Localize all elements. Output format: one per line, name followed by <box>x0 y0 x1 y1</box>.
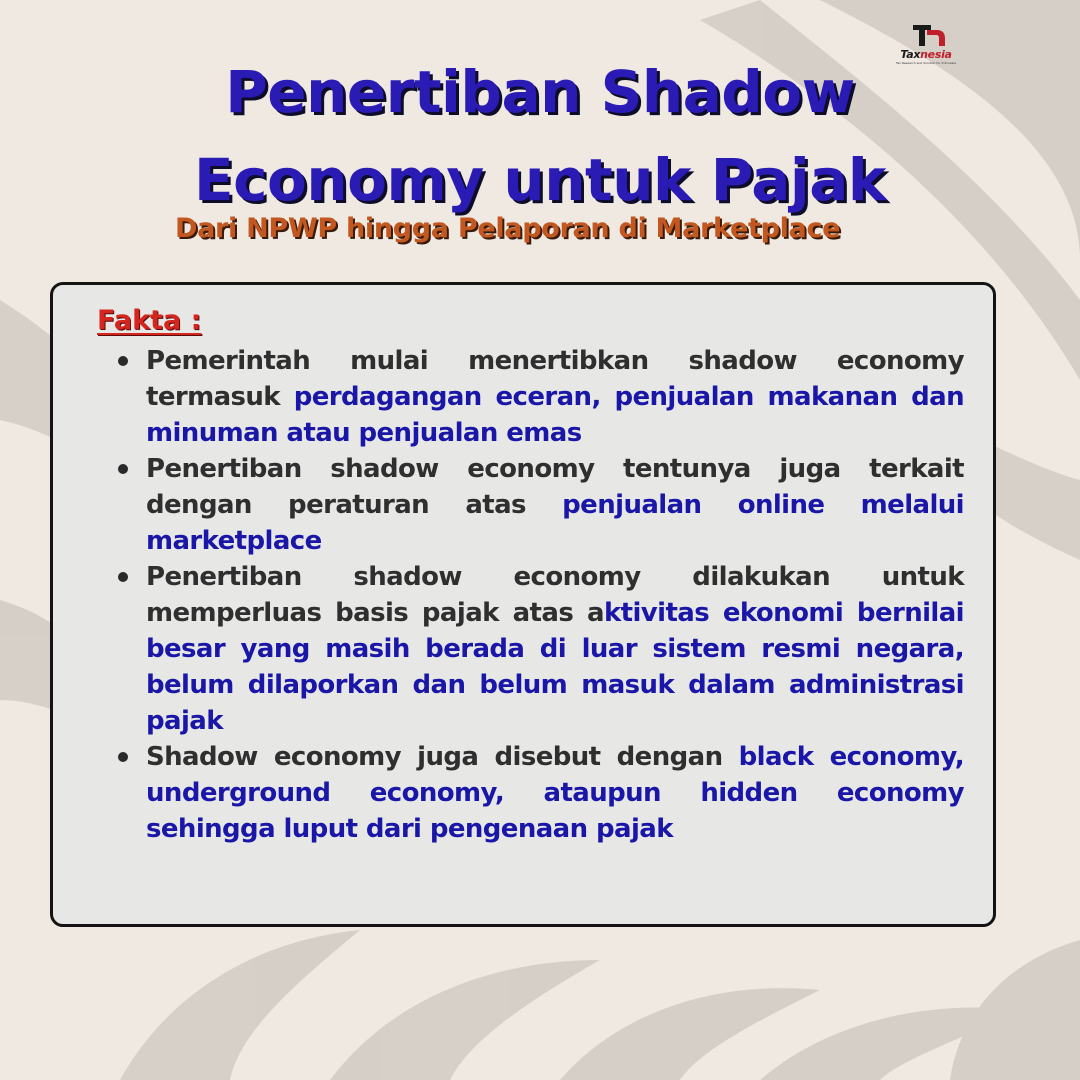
page-subtitle: Dari NPWP hingga Pelaporan di Marketplace <box>175 213 841 244</box>
facts-list <box>146 343 964 847</box>
taxnesia-logo-icon <box>893 22 959 48</box>
fact-highlight: black economy, underground economy, ataupun hidden economy sehingga luput dari pengenaan pajak <box>146 742 964 844</box>
logo-wordmark-prefix: Tax <box>900 48 921 61</box>
fact-highlight: perdagangan eceran, penjualan makanan dan minuman atau penjualan emas <box>146 382 964 448</box>
fact-highlight: penjualan online melalui marketplace <box>146 490 964 556</box>
logo-tagline: Tax Research and Solution for Indonesia <box>896 61 956 65</box>
fact-text: Penertiban shadow economy dilakukan untuk memperluas basis pajak atas a <box>146 562 964 628</box>
fact-text: Penertiban shadow economy tentunya juga terkait dengan peraturan atas <box>146 454 964 520</box>
title-line-1: Penertiban Shadow <box>225 58 855 126</box>
fact-text: Shadow economy juga disebut dengan <box>146 742 739 772</box>
logo-wordmark-suffix: nesia <box>920 48 952 61</box>
fact-item <box>146 739 964 847</box>
title-line-2: Economy untuk Pajak <box>194 146 886 214</box>
facts-heading: Fakta : <box>97 305 202 336</box>
fact-item <box>146 559 964 739</box>
fact-item <box>146 343 964 451</box>
fact-highlight: ktivitas ekonomi bernilai besar yang masih berada di luar sistem resmi negara, belum dilaporkan dan belum masuk dalam administrasi pajak <box>146 598 964 736</box>
page-title <box>0 48 1080 224</box>
fact-text: Pemerintah mulai menertibkan shadow economy termasuk <box>146 346 964 412</box>
facts-card <box>50 282 996 927</box>
fact-item <box>146 451 964 559</box>
